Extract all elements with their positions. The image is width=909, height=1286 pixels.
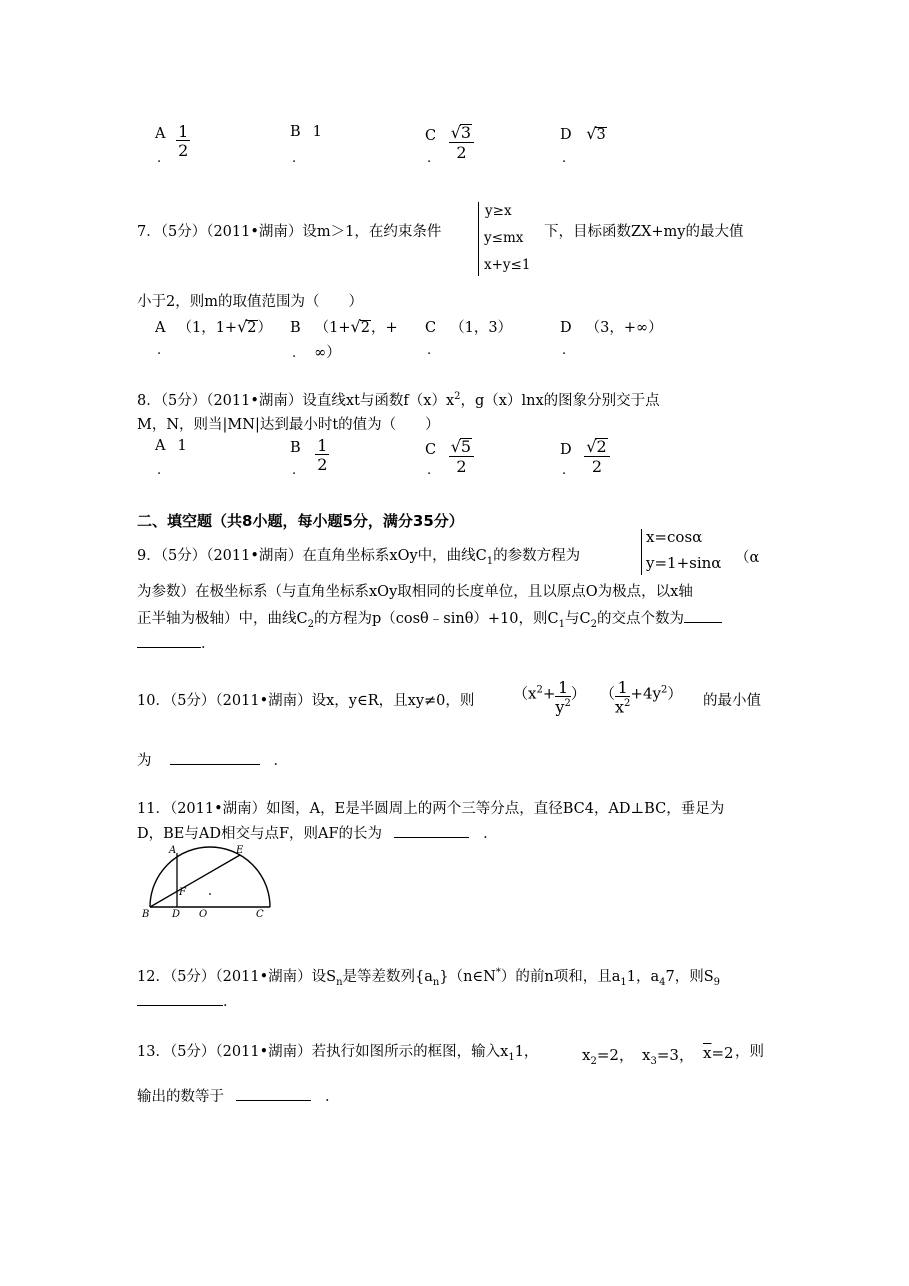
- q13-line1c: ，则: [735, 1044, 764, 1060]
- q13-x3: $x_3=3$，: [642, 1046, 694, 1067]
- q7-option-b-line2: . ∞）: [292, 345, 341, 361]
- q7-brace: [478, 202, 479, 276]
- q10-blank[interactable]: [170, 764, 260, 765]
- q6-a-dot: .: [157, 151, 162, 166]
- q7-option-b: B （1+√2，+: [290, 317, 398, 336]
- q7-line2: 小于2，则m的取值范围为（ ）: [137, 294, 363, 310]
- q8-line2: M，N，则当|MN|达到最小时t的值为（ ）: [137, 417, 440, 433]
- q11-label-f: F: [179, 887, 186, 898]
- q11-blank[interactable]: [394, 837, 469, 838]
- q6-b-dot: .: [292, 151, 297, 166]
- q11-label-e: E: [236, 845, 244, 856]
- q11-line1: 11．（2011•湖南）如图，A，E是半圆周上的两个三等分点，直径BC4，AD⊥BC，垂足为: [137, 801, 725, 817]
- q9-eq2: y=1+sinα: [646, 554, 722, 572]
- q11-label-b: B: [142, 909, 150, 920]
- q9-tail: （α: [735, 550, 760, 566]
- q9-blank-2[interactable]: [137, 647, 201, 648]
- q8-a-dot: .: [157, 463, 162, 478]
- q12-line2: ．: [137, 990, 238, 1011]
- q7-d-dot: .: [562, 343, 567, 358]
- q7-c-dot: .: [427, 343, 432, 358]
- q11-line-be: [150, 855, 240, 907]
- q6-option-a: A $\frac{1}{2}$: [155, 122, 189, 160]
- q7-option-d: D （3，+∞）: [560, 320, 663, 336]
- q6-option-b: B 1: [290, 124, 322, 140]
- q10-factor-1: （$x^2+$ $\frac{1}{y^2}$ ）: [513, 678, 586, 717]
- q11-arc: [150, 847, 270, 907]
- q8-c-fraction: $\frac{√5}{2}$: [449, 438, 474, 475]
- q9-line3: 正半轴为极轴）中，曲线$C_2$的方程为p（cosθ﹣sinθ）+10，则$C_1$与$C_2$的交点个数为: [137, 607, 722, 630]
- q6-option-c: C $\frac{√3}{2}$: [425, 124, 474, 161]
- q11-semicircle-figure: [140, 840, 285, 920]
- q13-line2: 输出的数等于 ．: [137, 1089, 340, 1105]
- q6-a-fraction: $\frac{1}{2}$: [178, 122, 189, 160]
- q8-c-dot: .: [427, 463, 432, 478]
- q8-option-b: B $\frac{1}{2}$: [290, 436, 328, 474]
- q8-b-dot: .: [292, 463, 297, 478]
- q8-b-fraction: $\frac{1}{2}$: [317, 436, 328, 474]
- q10-suffix: 的最小值: [703, 693, 761, 709]
- section-heading: 二、填空题（共8小题，每小题5分，满分35分）: [137, 512, 464, 530]
- q7-a-dot: .: [157, 343, 162, 358]
- q7-constraint-2: y≤mx: [484, 230, 524, 246]
- q11-label-o: O: [199, 909, 208, 920]
- q9-line2: 为参数）在极坐标系（与直角坐标系xOy取相同的长度单位，且以原点O为极点，以x轴: [137, 584, 693, 600]
- q8-d-dot: .: [562, 463, 567, 478]
- q11-label-a: A: [169, 845, 177, 856]
- q13-xbar: $\overline{x}=2$: [703, 1044, 734, 1062]
- q11-line2: D，BE与AD相交与点F，则AF的长为 ．: [137, 826, 498, 842]
- q12-line1: 12．（5分）（2011•湖南）设$S_n$是等差数列$\{a_n\}(n\in N^*)$的前n项和，且$a_11$，$a_47$，则$S_9$: [137, 967, 721, 988]
- q13-blank[interactable]: [236, 1100, 311, 1101]
- q6-c-fraction: $\frac{√3}{2}$: [449, 124, 474, 161]
- q13-line1: 13．（5分）（2011•湖南）若执行如图所示的框图，输入$x_11$，: [137, 1044, 539, 1063]
- q7-constraint-1: y≥x: [485, 203, 512, 219]
- q7-option-a: A （1，1+√2）: [155, 317, 273, 336]
- q10-prefix: 10．（5分）（2011•湖南）设x，y∈R，且xy≠0，则: [137, 693, 475, 709]
- q8-d-fraction: $\frac{√2}{2}$: [584, 438, 609, 475]
- q8-option-d: D $\frac{√2}{2}$: [560, 438, 610, 475]
- q9-line4: ．: [137, 632, 216, 653]
- q7-constraint-3: x+y≤1: [484, 257, 531, 273]
- q9-line1: 9．（5分）（2011•湖南）在直角坐标系xOy中，曲线$C_1$的参数方程为: [137, 548, 581, 567]
- q6-c-dot: .: [427, 151, 432, 166]
- q6-d-dot: .: [562, 151, 567, 166]
- q8-option-a: A 1: [155, 438, 187, 454]
- q9-brace: [641, 529, 642, 575]
- q7-option-c: C （1，3）: [425, 320, 513, 336]
- q13-x2: $x_2=2$，: [582, 1046, 634, 1067]
- q11-label-d: D: [172, 909, 181, 920]
- q7-suffix: 下，目标函数ZX+my的最大值: [544, 224, 744, 240]
- q10-line2: 为 ．: [137, 753, 288, 769]
- q9-blank-1[interactable]: [684, 622, 722, 623]
- q8-option-c: C $\frac{√5}{2}$: [425, 438, 474, 475]
- q7-prefix: 7．（5分）（2011•湖南）设m＞1，在约束条件: [137, 224, 442, 240]
- q11-center-dot: [209, 893, 211, 895]
- q11-label-c: C: [256, 909, 264, 920]
- q12-blank[interactable]: [137, 1005, 223, 1006]
- q8-line1: 8．（5分）（2011•湖南）设直线xt与函数$f(x)x^2$，g（x）lnx的图象分别交于点: [137, 391, 660, 409]
- q10-factor-2: （ $\frac{1}{x^2}$ $+4y^2$）: [600, 678, 683, 717]
- q6-option-d: D √3: [560, 124, 606, 143]
- q9-eq1: x=cosα: [646, 528, 703, 546]
